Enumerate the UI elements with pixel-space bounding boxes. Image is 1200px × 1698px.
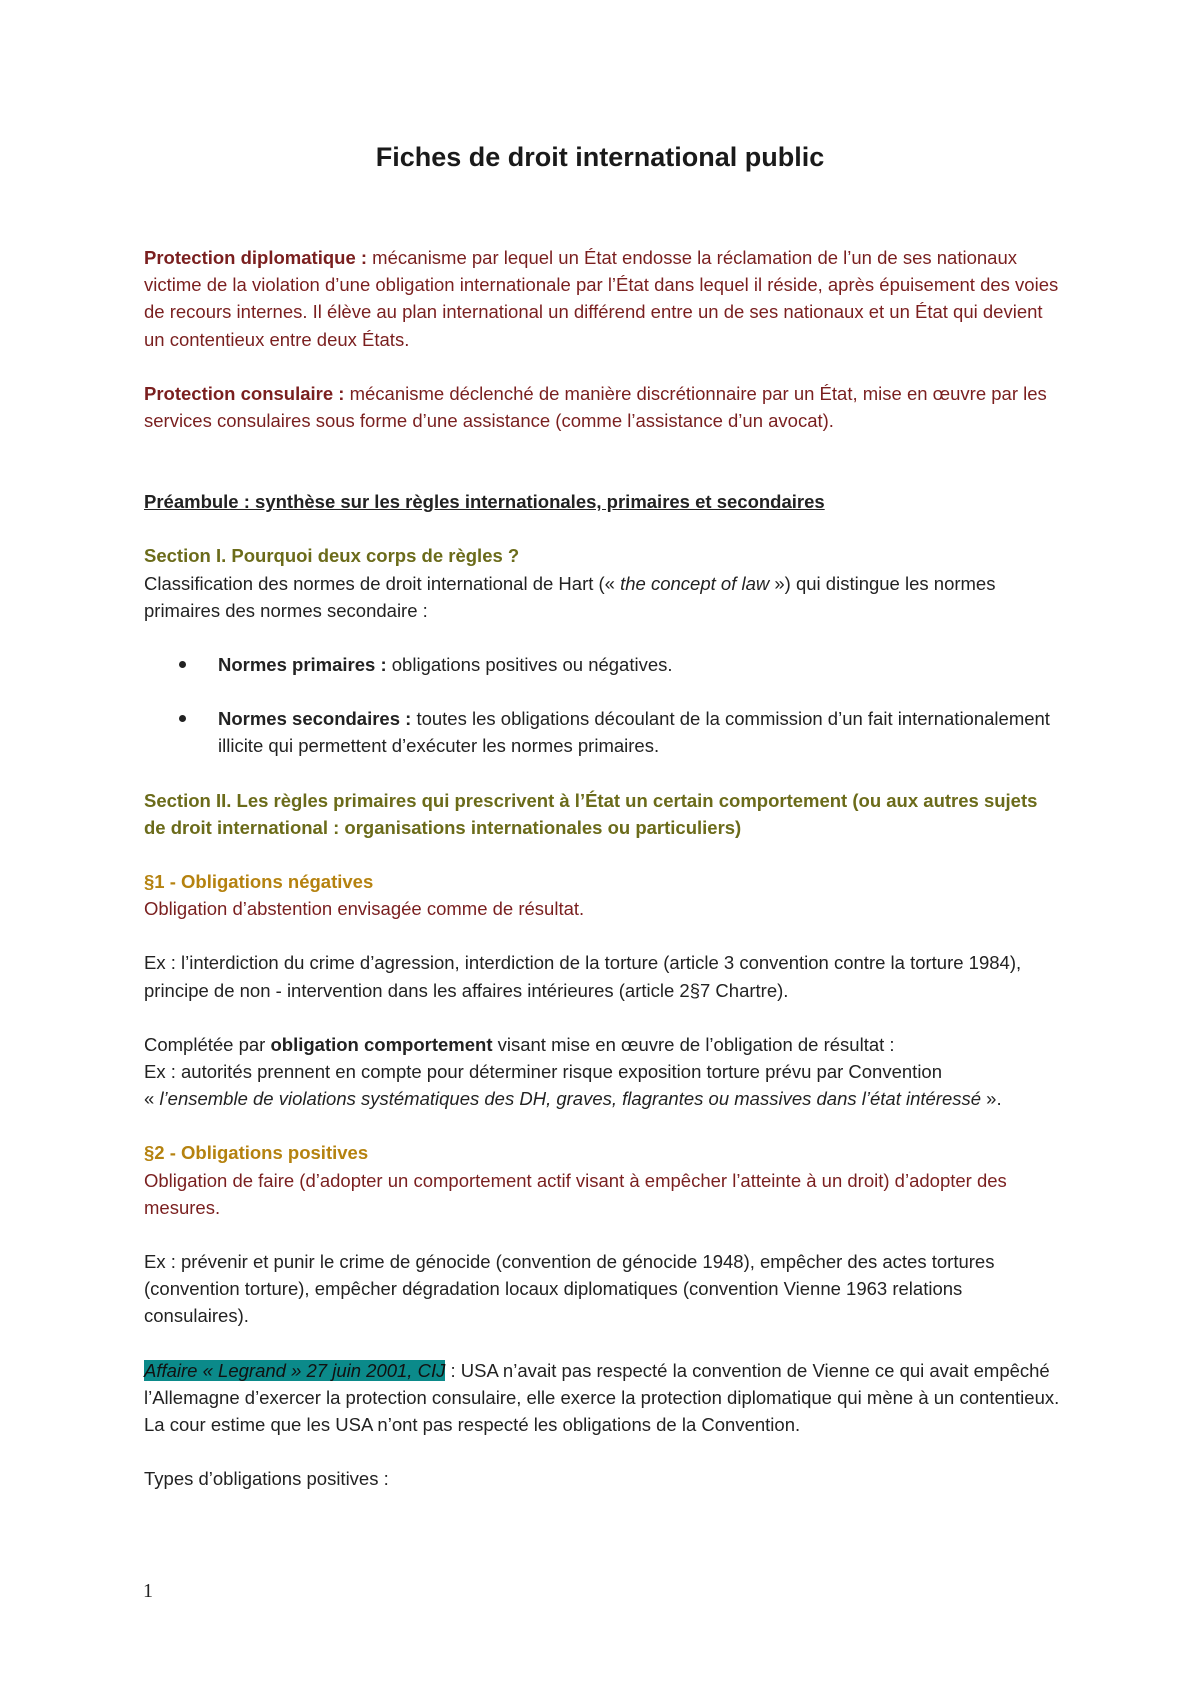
definition-diplomatic-protection: Protection diplomatique : mécanisme par lequel un État endosse la réclamation de l’un de ses nationaux victime de la violation d’une obligation internationale par l’État dans lequel il réside, après épuisement des voies de recours internes. Il élève au plan international un différend entre un de ses nationaux et un État qui devient un contentieux entre deux États. xyxy=(144,247,1059,350)
bullet-icon xyxy=(179,661,186,668)
subsection-2-example: Ex : prévenir et punir le crime de génocide (convention de génocide 1948), empêcher des actes tortures (convention torture), empêcher dégradation locaux diplomatiques (convention Vienne 1963 relations consulaires). xyxy=(144,1251,995,1327)
section-1-heading: Section I. Pourquoi deux corps de règles ? xyxy=(144,545,520,567)
case-name-highlight: Affaire « Legrand » 27 juin 2001, CIJ xyxy=(144,1359,446,1381)
bullet-icon xyxy=(179,715,186,722)
subsection-2-definition: Obligation de faire (d’adopter un comportement actif visant à empêcher l’atteinte à un droit) d’adopter des mesures. xyxy=(144,1169,1007,1218)
subsection-2-heading: §2 - Obligations positives xyxy=(144,1142,369,1164)
subsection-1-example: Ex : l’interdiction du crime d’agression, interdiction de la torture (article 3 convention contre la torture 1984), principe de non - intervention dans les affaires intérieures (article 2§7 Chartre). xyxy=(144,952,1022,1001)
subsection-1-heading: §1 - Obligations négatives xyxy=(144,871,374,893)
subsection-1-definition: Obligation d’abstention envisagée comme de résultat. xyxy=(144,898,585,920)
norms-list xyxy=(144,651,1064,760)
section-2-heading: Section II. Les règles primaires qui prescrivent à l’État un certain comportement (ou aux autres sujets de droit international : organisations internationales ou particuliers) xyxy=(144,789,1038,838)
section-1-intro: Classification des normes de droit international de Hart (« the concept of law ») qui distingue les normes primaires des normes secondaire : xyxy=(144,572,996,621)
preamble-heading: Préambule : synthèse sur les règles internationales, primaires et secondaires xyxy=(144,491,825,513)
case-legrand: Affaire « Legrand » 27 juin 2001, CIJ : USA n’avait pas respecté la convention de Vienne ce qui avait empêché l’Allemagne d’exercer la protection consulaire, elle exerce la protection diplomatique qui mène à un contentieux. La cour estime que les USA n’ont pas respecté les obligations de la Convention. xyxy=(144,1359,1060,1436)
subsection-1-complement: Complétée par obligation comportement visant mise en œuvre de l’obligation de résultat : xyxy=(144,1033,895,1055)
term-consular-protection: Protection consulaire : xyxy=(144,382,345,404)
subsection-1-complement-example: Ex : autorités prennent en compte pour déterminer risque exposition torture prévu par Convention « l’ensemble de violations systématiques des DH, graves, flagrantes ou massives dans l’état intéressé ». xyxy=(144,1061,1002,1110)
list-item: Normes secondaires : toutes les obligations découlant de la commission d’un fait internationalement illicite qui permettent d’exécuter les normes primaires. xyxy=(144,705,1064,759)
list-item: Normes primaires : obligations positives ou négatives. xyxy=(144,651,1064,678)
definition-consular-protection: Protection consulaire : mécanisme déclenché de manière discrétionnaire par un État, mise en œuvre par les services consulaires sous forme d’une assistance (comme l’assistance d’un avocat). xyxy=(144,382,1047,432)
term-diplomatic-protection: Protection diplomatique : xyxy=(144,247,368,268)
positive-obligations-types: Types d’obligations positives : xyxy=(144,1468,389,1490)
document-title: Fiches de droit international public xyxy=(375,142,825,172)
page-number: 1 xyxy=(143,1580,153,1602)
document-body xyxy=(144,244,1064,1493)
